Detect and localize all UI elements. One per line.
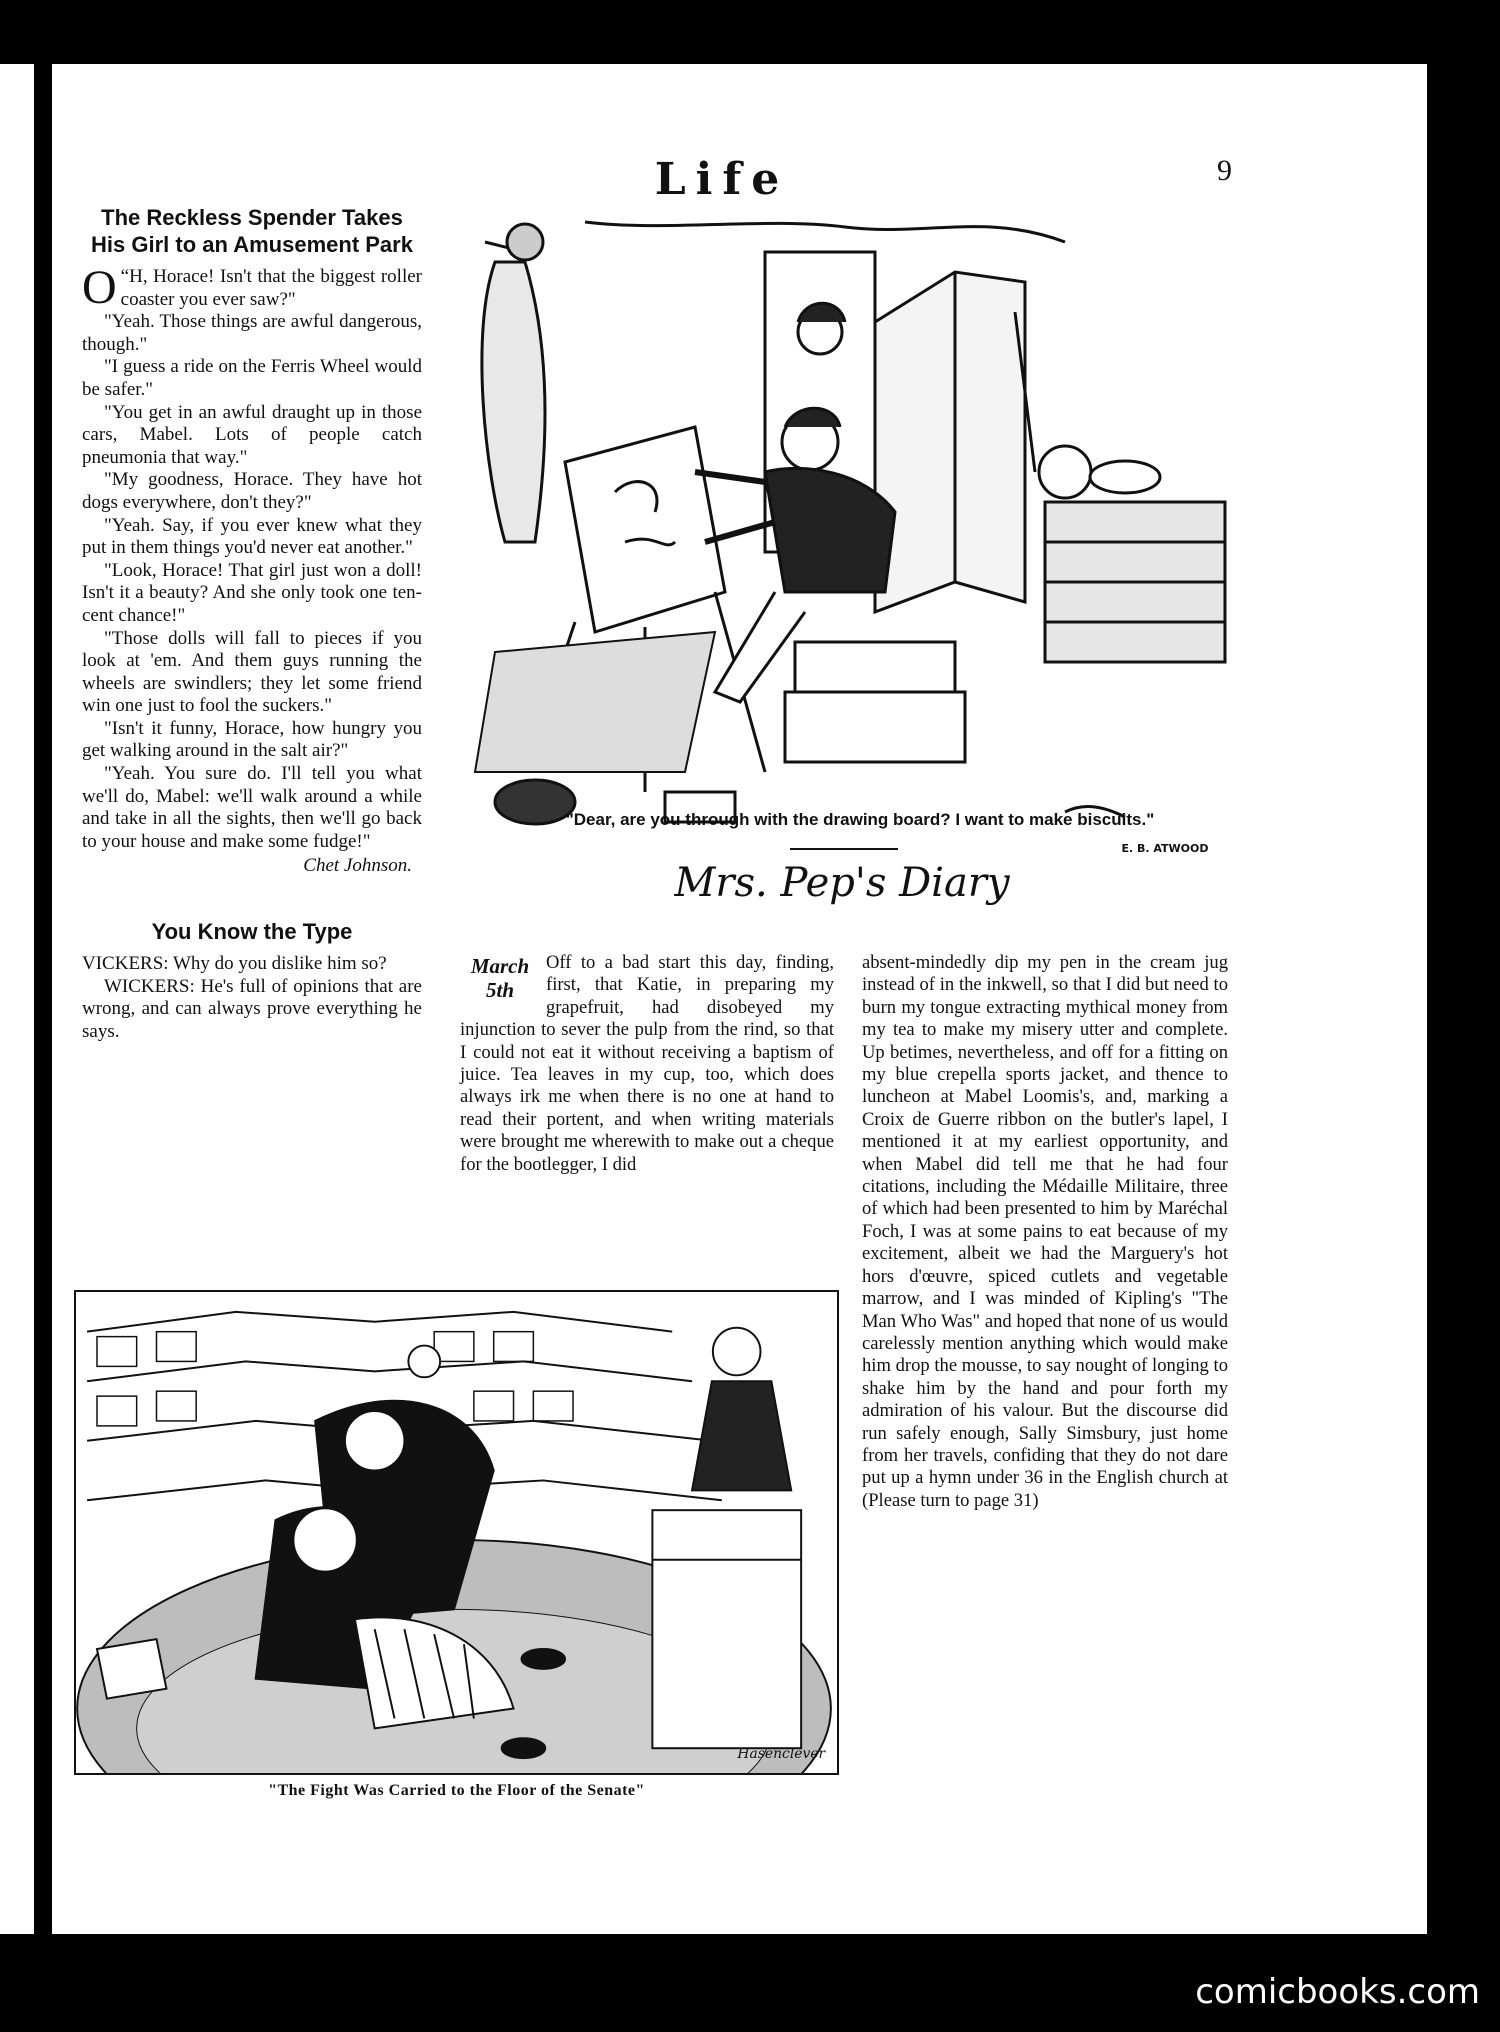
cartoon1-signature: E. B. ATWOOD — [1121, 842, 1209, 852]
cartoon-artist-illustration — [465, 212, 1255, 852]
article2-title: You Know the Type — [151, 919, 353, 945]
masthead: Life — [654, 154, 790, 205]
page-number: 9 — [1217, 154, 1232, 187]
article1-para: "Those dolls will fall to pieces if you look at 'em. And them guys running the wheels are swindlers; they let some friend win one just to fool the suckers." — [82, 627, 422, 717]
article1-para: "Yeah. Say, if you ever knew what they put in them things you'd never eat another." — [82, 514, 422, 559]
dropcap: O — [82, 261, 117, 314]
article2-para: VICKERS: Why do you dislike him so? — [82, 953, 387, 975]
article1-para: "My goodness, Horace. They have hot dogs everywhere, don't they?" — [82, 469, 422, 513]
left-column — [82, 204, 422, 1043]
cartoon2-signature: Hasenclever — [737, 1746, 826, 1763]
cartoon2-caption: "The Fight Was Carried to the Floor of the Senate" — [268, 1782, 645, 1799]
diary-text-right: absent-mindedly dip my pen in the cream jug instead of in the inkwell, so that I did but need to burn my tongue extracting mythical money from my tea to make my misery utter and complete. Up betimes, nevertheless, and off for a fitting on my blue crepella sports jacket, and thence to luncheon at Mabel Loomis's, and, marking a Croix de Guerre ribbon on the butler's lapel, I mentioned it at my earliest opportunity, and when Mabel did tell me that he had four citations, including the Médaille Militaire, three of which had been presented to him by Maréchal Foch, I was at some pains to eat because of my excitement, albeit we had the Marguery's hot hors d'œuvre, spiced cutlets and vegetable marrow, and I was minded of Kipling's "The Man Who Was" and hoped that none of us would carelessly mention anything which would make him drop the mousse, to say nought of longing to shake him by the hand and pour forth my admiration of his valour. But the discourse did run safely enough, Sally Simsbury, just home from her travels, confiding that they do not dare put up a hymn under 36 in the English church at (Please turn to page 31) — [862, 952, 1228, 1511]
article1-para: "Isn't it funny, Horace, how hungry you get walking around in the salt air?" — [82, 717, 422, 762]
diary-text-mid: Off to a bad start this day, finding, first, that Katie, in preparing my grapefruit, had disobeyed my injunction to sever the pulp from the rind, so that I could not eat it without receiving a baptism of juice. Tea leaves in my cup, too, which does always irk me when there is no one at hand to read their portent, and when writing materials were brought me wherewith to make out a cheque for the bootlegger, I did — [460, 952, 834, 1175]
article1-para: "Look, Horace! That girl just won a doll! Isn't it a beauty? And she only took one ten-cent chance!" — [82, 559, 422, 626]
watermark: comicbooks.com — [1195, 1972, 1480, 2012]
article1-title: The Reckless Spender Takes His Girl to an Amusement Park — [91, 205, 413, 257]
article1-para: "You get in an awful draught up in those cars, Mabel. Lots of people catch pneumonia that way." — [82, 401, 422, 468]
article1-para: "I guess a ride on the Ferris Wheel would be safer." — [82, 356, 422, 400]
diary-column-right — [862, 952, 1228, 1512]
cartoon1-caption: "Dear, are you through with the drawing board? I want to make biscuits." — [565, 810, 1155, 829]
divider-rule — [790, 848, 898, 850]
article2-para: WICKERS: He's full of opinions that are wrong, and can always prove everything he says. — [82, 975, 422, 1042]
cartoon-senate-fight-illustration — [74, 1290, 839, 1775]
article1-para: O “H, Horace! Isn't that the biggest roller coaster you ever saw?" — [82, 261, 422, 314]
magazine-page — [52, 64, 1427, 1934]
diary-date: March 5th — [470, 954, 530, 1002]
article1-para: "Yeah. Those things are awful dangerous, though." — [82, 311, 422, 355]
diary-column-middle — [460, 952, 834, 1176]
diary-title: Mrs. Pep's Diary — [674, 860, 1010, 906]
article1-para: "Yeah. You sure do. I'll tell you what we'll do, Mabel: we'll walk around a while and take in all the sights, then we'll go back to your house and make some fudge!" — [82, 763, 422, 852]
article1-author: Chet Johnson. — [303, 855, 412, 877]
adjacent-page-edge — [0, 64, 34, 1934]
